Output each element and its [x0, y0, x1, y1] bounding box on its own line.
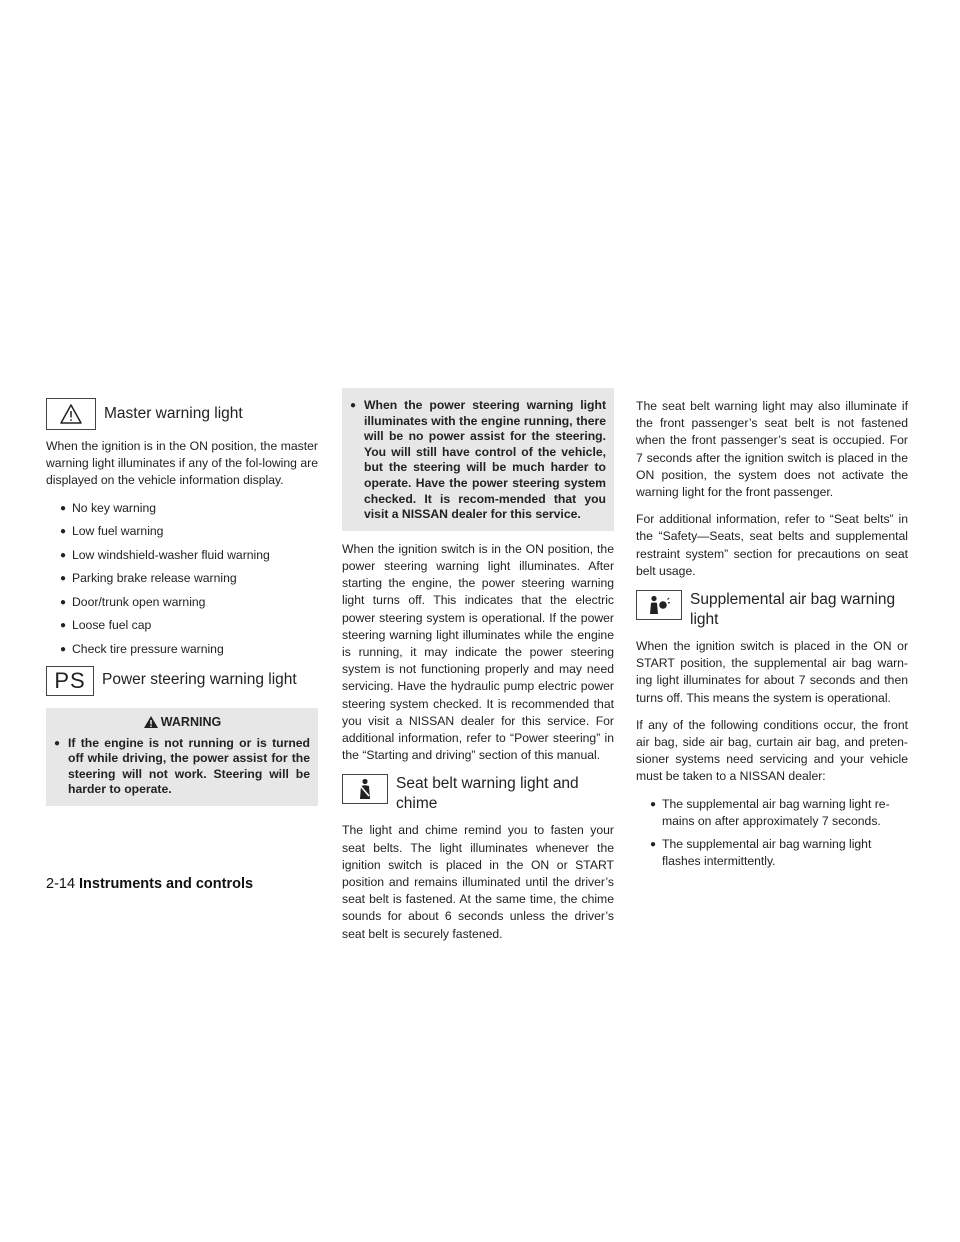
power-steering-icon-text: PS — [54, 667, 86, 693]
power-steering-body: When the ignition switch is in the ON position, the power steering warning light illuminates. After starting the engine, the power steering warning light turns off. This indicates that the electric power steering system is operational. If the power steering warning light illuminates while the engine is running, it may indicate the power steering system is not functioning properly and may need servicing. Have the hydraulic pump electric power steering system checked. It is recommended that you visit a NISSAN dealer for this service. For additional information, refer to “Power steering” in the “Starting and driving” section of this manual. — [342, 541, 614, 763]
warning-header — [54, 714, 310, 730]
seat-belt-title: Seat belt warning light and chime — [396, 775, 579, 813]
master-warning-heading — [46, 398, 318, 430]
seat-belt-heading — [342, 774, 614, 814]
power-steering-title: Power steering warning light — [102, 670, 297, 688]
power-steering-icon — [46, 666, 94, 696]
page-footer — [46, 876, 253, 892]
airbag-p1: When the ignition switch is placed in the ON or START position, the supplemental air bag warn-ing light illuminates for about 7 seconds and then turns off. This means the system is operational. — [636, 639, 908, 705]
warning-label: WARNING — [160, 714, 222, 729]
list-item: ● The supplemental air bag warning light re-mains on after approximately 7 seconds. — [650, 796, 908, 830]
airbag-icon — [636, 590, 682, 620]
master-warning-title: Master warning light — [104, 405, 243, 422]
list-item: ● Loose fuel cap — [60, 617, 318, 634]
master-warning-list — [46, 500, 318, 658]
warning-item: ● When the power steering warning light illuminates with the engine running, there will be no power assist for the steering. You will still have control of the vehicle, but the steering will be much harder to operate. Have the power steering system checked. It is recom-mended that you visit a NISSAN dealer for this service. — [350, 398, 606, 523]
seat-belt-p3: For additional information, refer to “Seat belts” in the “Safety—Seats, seat belts and supplemental restraint system” section for precautions on seat belt usage. — [636, 512, 908, 578]
master-warning-intro: When the ignition is in the ON position, the master warning light illuminates if any of the fol-lowing are displayed on the vehicle information display. — [46, 439, 318, 488]
column-1 — [46, 398, 318, 816]
column-2 — [342, 398, 614, 953]
list-item: ● The supplemental air bag warning light flashes intermittently. — [650, 836, 908, 870]
list-item: ● Door/trunk open warning — [60, 594, 318, 611]
seat-belt-p2: The seat belt warning light may also illuminate if the front passenger’s seat belt is not fastened when the front passenger’s seat is occupied. For 7 seconds after the ignition switch is placed in the ON position, the system does not activate the warning light for the front passenger. — [636, 399, 908, 500]
list-item: ● Low windshield-washer fluid warning — [60, 547, 318, 564]
warning-box-2 — [342, 388, 614, 531]
list-item: ● Check tire pressure warning — [60, 641, 318, 658]
warning-box-1 — [46, 708, 318, 806]
warning-triangle-icon — [143, 715, 159, 729]
section-name: Instruments and controls — [79, 876, 254, 892]
list-item: ● Parking brake release warning — [60, 570, 318, 587]
list-item: ● No key warning — [60, 500, 318, 517]
seat-belt-icon — [342, 774, 388, 804]
power-steering-heading — [46, 666, 318, 696]
seat-belt-p1: The light and chime remind you to fasten your seat belts. The light illuminates whenever the ignition switch is placed in the ON or START position and remains illuminated until the driver’s seat belt is fastened. At the same time, the chime sounds for about 6 seconds unless the driver’s seat belt is securely fastened. — [342, 823, 614, 941]
page-number: 2-14 — [46, 876, 76, 892]
warning-triangle-icon — [46, 398, 96, 430]
airbag-title: Supplemental air bag warning light — [690, 591, 896, 629]
column-3 — [636, 398, 908, 878]
warning-item: ● If the engine is not running or is turned off while driving, the power assist for the steering will not work. Steering will be harder to operate. — [54, 736, 310, 798]
list-item: ● Low fuel warning — [60, 523, 318, 540]
airbag-condition-list — [636, 796, 908, 871]
airbag-heading — [636, 590, 908, 630]
airbag-p2: If any of the following conditions occur, the front air bag, side air bag, curtain air bag, and preten-sioner systems need servicing and your vehicle must be taken to a NISSAN dealer: — [636, 717, 908, 784]
